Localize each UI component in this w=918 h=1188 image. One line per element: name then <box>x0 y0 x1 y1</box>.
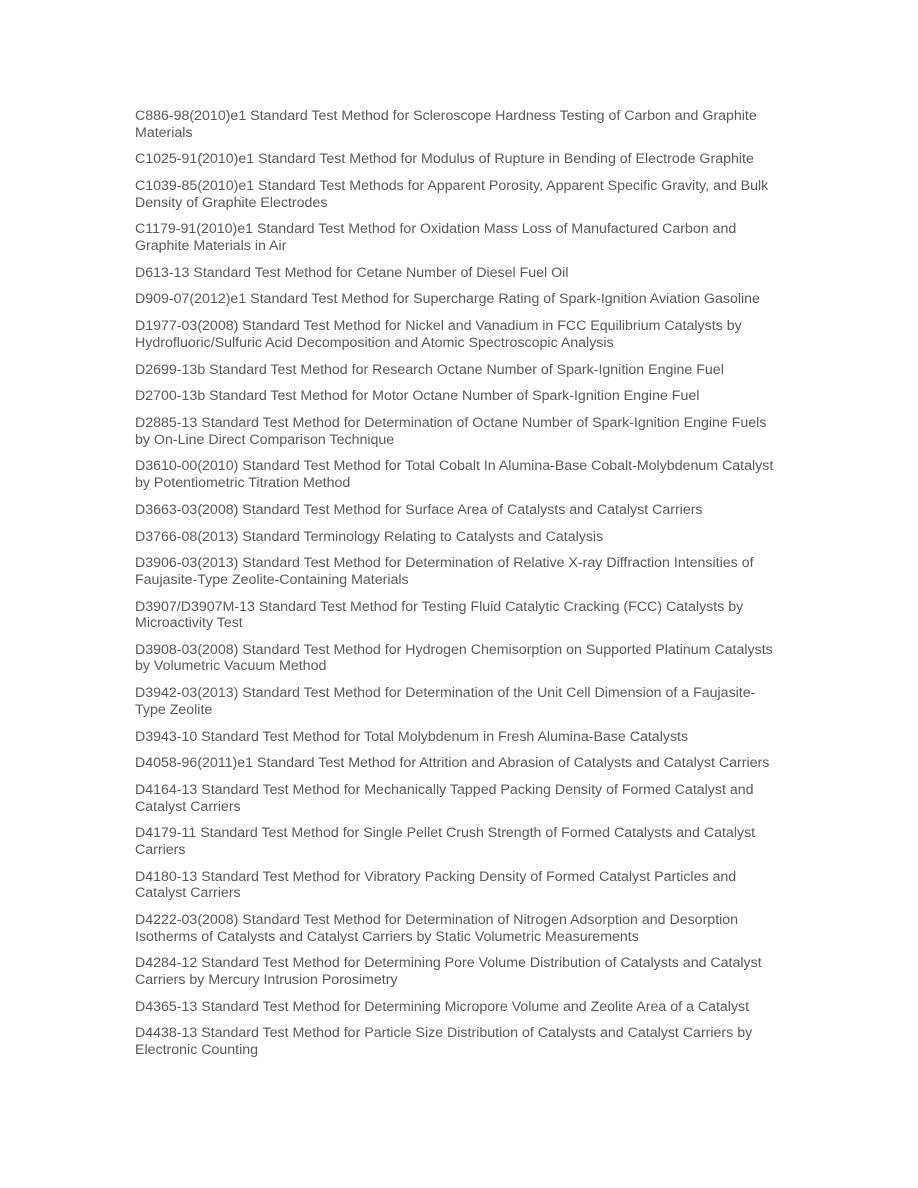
standard-entry: D3766-08(2013) Standard Terminology Relating to Catalysts and Catalysis <box>135 528 604 545</box>
standard-entry: D2699-13b Standard Test Method for Research Octane Number of Spark-Ignition Engine Fuel <box>135 361 724 378</box>
standard-entry: D4180-13 Standard Test Method for Vibratory Packing Density of Formed Catalyst Particles and Catalyst Carriers <box>135 868 737 902</box>
standard-entry: D2700-13b Standard Test Method for Motor Octane Number of Spark-Ignition Engine Fuel <box>135 388 700 405</box>
standard-entry: D4058-96(2011)e1 Standard Test Method for Attrition and Abrasion of Catalysts and Catalyst Carriers <box>135 755 770 772</box>
standard-entry: D613-13 Standard Test Method for Cetane Number of Diesel Fuel Oil <box>135 264 569 281</box>
standard-entry: D4179-11 Standard Test Method for Single Pellet Crush Strength of Formed Catalysts and Catalyst Carriers <box>135 825 756 858</box>
standard-entry: D4365-13 Standard Test Method for Determining Micropore Volume and Zeolite Area of a Catalyst <box>135 998 750 1015</box>
standards-list <box>135 108 785 1069</box>
standard-entry: D4222-03(2008) Standard Test Method for Determination of Nitrogen Adsorption and Desorption Isotherms of Catalysts and Catalyst Carriers by Static Volumetric Measurements <box>135 912 739 945</box>
standard-entry: C1039-85(2010)e1 Standard Test Methods for Apparent Porosity, Apparent Specific Gravity, and Bulk Density of Graphite Electrodes <box>135 178 769 211</box>
standard-entry: C1025-91(2010)e1 Standard Test Method for Modulus of Rupture in Bending of Electrode Graphite <box>135 151 754 168</box>
standard-entry: D4438-13 Standard Test Method for Particle Size Distribution of Catalysts and Catalyst Carriers by Electronic Counting <box>135 1025 753 1058</box>
standard-entry: D3908-03(2008) Standard Test Method for Hydrogen Chemisorption on Supported Platinum Catalysts by Volumetric Vacuum Method <box>135 641 773 675</box>
standard-entry: D2885-13 Standard Test Method for Determination of Octane Number of Spark-Ignition Engine Fuels by On-Line Direct Comparison Technique <box>135 415 767 448</box>
standard-entry: D4164-13 Standard Test Method for Mechanically Tapped Packing Density of Formed Catalyst and Catalyst Carriers <box>135 782 754 815</box>
standard-entry: D909-07(2012)e1 Standard Test Method for Supercharge Rating of Spark-Ignition Aviation Gasoline <box>135 291 760 308</box>
standard-entry: D3943-10 Standard Test Method for Total Molybdenum in Fresh Alumina-Base Catalysts <box>135 728 689 745</box>
standard-entry: D1977-03(2008) Standard Test Method for Nickel and Vanadium in FCC Equilibrium Catalysts by Hydrofluoric/Sulfuric Acid Decomposition and Atomic Spectroscopic Analysis <box>135 318 742 351</box>
standard-entry: D3942-03(2013) Standard Test Method for Determination of the Unit Cell Dimension of a Faujasite-Type Zeolite <box>135 685 756 718</box>
standard-entry: C1179-91(2010)e1 Standard Test Method for Oxidation Mass Loss of Manufactured Carbon and Graphite Materials in Air <box>135 221 737 254</box>
standard-entry: D3907/D3907M-13 Standard Test Method for Testing Fluid Catalytic Cracking (FCC) Catalysts by Microactivity Test <box>135 598 744 632</box>
standard-entry: D4284-12 Standard Test Method for Determining Pore Volume Distribution of Catalysts and Catalyst Carriers by Mercury Intrusion Porosimetry <box>135 955 762 988</box>
standard-entry: D3906-03(2013) Standard Test Method for Determination of Relative X-ray Diffraction Intensities of Faujasite-Type Zeolite-Containing Materials <box>135 555 754 588</box>
standard-entry: D3610-00(2010) Standard Test Method for Total Cobalt In Alumina-Base Cobalt-Molybdenum Catalyst by Potentiometric Titration Method <box>135 458 774 491</box>
standard-entry: D3663-03(2008) Standard Test Method for Surface Area of Catalysts and Catalyst Carriers <box>135 501 703 518</box>
standard-entry: C886-98(2010)e1 Standard Test Method for Scleroscope Hardness Testing of Carbon and Graphite Materials <box>135 108 757 141</box>
